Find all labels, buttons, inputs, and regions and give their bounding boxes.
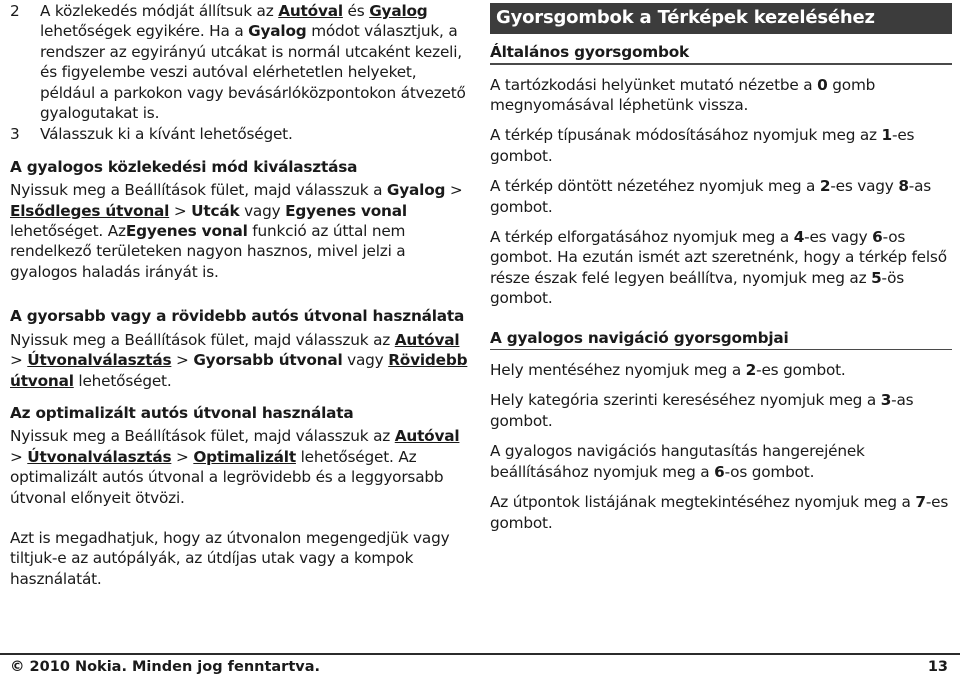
text: Nyissuk meg a Beállítások fület, majd válasszuk a xyxy=(10,181,387,200)
shortcut-item xyxy=(490,492,952,533)
section-heading-walking-mode: A gyalogos közlekedési mód kiválasztása xyxy=(10,157,358,176)
text: -es vagy xyxy=(804,227,873,246)
text: > xyxy=(171,351,194,370)
key: 2 xyxy=(745,361,757,380)
text: vagy xyxy=(342,351,389,370)
text: -es vagy xyxy=(830,177,899,196)
divider xyxy=(490,349,952,351)
shortcut-item xyxy=(490,390,952,431)
text: > xyxy=(169,201,192,220)
key: 4 xyxy=(793,227,805,246)
text: A térkép döntött nézetéhez nyomjuk meg a xyxy=(490,177,820,196)
footer-copyright: © 2010 Nokia. Minden jog fenntartva. xyxy=(10,659,321,675)
step-text: módot választjuk, a rendszer az egyirányú utcákat is normál utcaként kezeli, és figyelembe veszi autóval elérhetetlen helyeket, például a parkokon vagy bevásárlóközpontokon átvezető gyalogutakat is. xyxy=(40,22,466,123)
shortcut-item xyxy=(490,360,952,380)
text: lehetőséget. Az xyxy=(10,222,126,241)
left-column xyxy=(10,0,470,589)
text: A tartózkodási helyünket mutató nézetbe a xyxy=(490,75,818,94)
text: > xyxy=(171,447,194,466)
option: Útvonalválasztás xyxy=(27,447,172,466)
key: 2 xyxy=(819,177,831,196)
option: Elsődleges útvonal xyxy=(10,201,170,220)
text: lehetőséget. Az optimalizált autós útvonal a legrövidebb és a leggyorsabb útvonal előnyeit ötvözi. xyxy=(10,447,444,507)
option: Gyorsabb útvonal xyxy=(193,351,343,370)
text: -ös gombot. xyxy=(490,268,905,308)
text: -os gombot. xyxy=(724,462,815,481)
key: 8 xyxy=(898,177,909,196)
key: 6 xyxy=(872,227,883,246)
key: 1 xyxy=(881,126,892,145)
page-number: 13 xyxy=(927,659,948,675)
fast-route-paragraph xyxy=(10,330,470,391)
text: > xyxy=(10,351,28,370)
text: A gyalogos navigációs hangutasítás hangerejének beállításához nyomjuk meg a xyxy=(490,442,865,481)
divider xyxy=(490,63,952,65)
step-text: Válasszuk ki a kívánt lehetőséget. xyxy=(40,125,293,144)
text: vagy xyxy=(239,201,286,220)
avoid-paragraph: Azt is megadhatjuk, hogy az útvonalon megengedjük vagy tiltjuk-e az autópályák, az útdíjas utak vagy a kompok használatát. xyxy=(10,528,450,588)
shortcut-item xyxy=(490,75,952,116)
footer-divider xyxy=(0,653,960,655)
option: Egyenes vonal xyxy=(125,222,248,241)
step-number: 3 xyxy=(10,125,20,144)
key: 7 xyxy=(915,493,926,512)
option: Útvonalválasztás xyxy=(27,351,172,370)
step-number: 2 xyxy=(10,2,20,20)
option-autoval: Autóval xyxy=(278,2,343,20)
step-3 xyxy=(10,124,470,144)
text: A térkép típusának módosításához nyomjuk meg az xyxy=(490,126,882,145)
step-text: és xyxy=(342,2,370,20)
option: Optimalizált xyxy=(193,447,296,466)
step-2 xyxy=(10,1,470,123)
option: Autóval xyxy=(394,427,460,446)
text: funkció az úttal nem rendelkező területeken nagyon hasznos, mivel jelzi a gyalogos haladás irányát is. xyxy=(10,222,406,281)
text: -es gombot. xyxy=(490,126,915,165)
shortcut-item xyxy=(490,176,952,217)
step-text: lehetőségek egyikére. Ha a xyxy=(40,22,249,41)
section-heading-walking-shortcuts: A gyalogos navigáció gyorsgombjai xyxy=(490,328,789,347)
walking-mode-paragraph xyxy=(10,180,470,282)
shortcut-item xyxy=(490,441,952,482)
shortcut-item xyxy=(490,125,952,166)
key: 0 xyxy=(817,75,828,94)
text: Nyissuk meg a Beállítások fület, majd válasszuk az xyxy=(10,427,395,446)
option-gyalog: Gyalog xyxy=(369,2,428,20)
option: Rövidebb útvonal xyxy=(10,351,468,390)
key: 6 xyxy=(714,462,725,481)
text: A térkép elforgatásához nyomjuk meg a xyxy=(490,227,794,246)
text: Nyissuk meg a Beállítások fület, majd válasszuk az xyxy=(10,330,395,349)
text: -es gombot. xyxy=(490,493,949,532)
section-heading-optimized-route: Az optimalizált autós útvonal használata xyxy=(10,403,354,422)
section-heading-general-shortcuts: Általános gyorsgombok xyxy=(490,43,690,61)
key: 5 xyxy=(871,268,882,287)
text: -as gombot. xyxy=(490,177,932,216)
text: Hely kategória szerinti kereséséhez nyomjuk meg a xyxy=(490,391,881,410)
text: lehetőséget. xyxy=(73,371,172,390)
shortcuts-banner: Gyorsgombok a Térképek kezeléséhez xyxy=(490,3,952,34)
text: -es gombot. xyxy=(756,361,846,380)
text: -os gombot. Ha ezután ismét azt szeretnénk, hogy a térkép felső része észak felé legyen beállítva, nyomjuk meg az xyxy=(490,227,947,287)
option: Egyenes vonal xyxy=(285,201,407,220)
section-heading-fast-route: A gyorsabb vagy a rövidebb autós útvonal használata xyxy=(10,307,465,326)
text: Hely mentéséhez nyomjuk meg a xyxy=(490,361,746,380)
key: 3 xyxy=(880,391,892,410)
text: > xyxy=(10,447,28,466)
option: Autóval xyxy=(394,330,460,349)
text: gomb megnyomásával léphetünk vissza. xyxy=(490,75,876,114)
right-column xyxy=(490,0,952,533)
option: Gyalog xyxy=(386,181,446,200)
shortcut-item xyxy=(490,227,952,309)
step-text: A közlekedés módját állítsuk az xyxy=(40,2,279,20)
text: Az útpontok listájának megtekintéséhez nyomjuk meg a xyxy=(490,493,916,512)
optimized-route-paragraph xyxy=(10,426,470,508)
option-gyalog: Gyalog xyxy=(248,22,307,41)
text: -as gombot. xyxy=(490,391,914,430)
text: > xyxy=(445,181,463,200)
option: Utcák xyxy=(191,201,240,220)
